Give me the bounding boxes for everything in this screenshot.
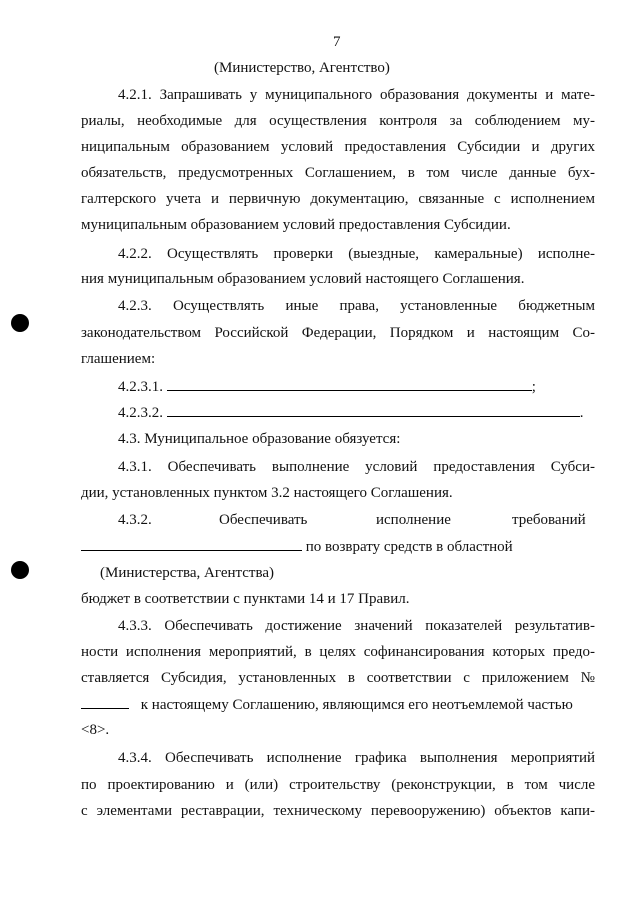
footnote-ref: <8>. <box>81 722 110 738</box>
paragraph-4-3-2-note: (Министерства, Агентства) <box>100 565 275 581</box>
blank-line <box>167 376 532 391</box>
paragraph-4-2-1-line: галтерского учета и первичную документацию, связанные с исполнением <box>81 191 595 207</box>
item-end-punct: ; <box>531 379 536 395</box>
paragraph-4-2-1-line: 4.2.1. Запрашивать у муниципального образования документы и мате- <box>118 87 595 103</box>
paragraph-4-3-1-line: дии, установленных пунктом 3.2 настоящего Соглашения. <box>81 485 453 501</box>
paragraph-4-3-4-line: 4.3.4. Обеспечивать исполнение графика выполнения мероприятий <box>118 750 595 766</box>
punch-hole-bottom <box>11 561 29 579</box>
item-4-2-3-2 <box>118 402 584 423</box>
blank-line <box>81 694 129 709</box>
header-note: (Министерство, Агентство) <box>214 60 390 76</box>
item-number: 4.2.3.1. <box>118 379 163 395</box>
line-text: по возврату средств в областной <box>305 539 513 555</box>
item-end-punct: . <box>579 405 584 421</box>
paragraph-4-3-4-line: с элементами реставрации, техническому перевооружению) объектов капи- <box>81 803 595 819</box>
paragraph-4-2-1-line: муниципальным образованием условий предоставления Субсидии. <box>81 217 511 233</box>
paragraph-4-3-2-word: Обеспечивать <box>219 512 308 528</box>
paragraph-4-3-3-line4 <box>81 694 595 715</box>
paragraph-4-2-3-line: глашением: <box>81 351 156 367</box>
paragraph-4-2-1-line: обязательств, предусмотренных Соглашением, в том числе данные бух- <box>81 165 595 181</box>
paragraph-4-2-2-line: ния муниципальным образованием условий настоящего Соглашения. <box>81 271 525 287</box>
paragraph-4-3-3-line: ности исполнения мероприятий, в целях софинансирования которых предо- <box>81 644 595 660</box>
paragraph-4-3-2-word: требований <box>512 512 586 528</box>
paragraph-4-2-3-line: 4.2.3. Осуществлять иные права, установленные бюджетным <box>118 298 595 314</box>
paragraph-4-3-3-line: ставляется Субсидия, установленных в соответствии с приложением № <box>81 670 595 686</box>
page-number: 7 <box>333 34 341 50</box>
paragraph-4-3-1-line: 4.3.1. Обеспечивать выполнение условий предоставления Субси- <box>118 459 595 475</box>
paragraph-4-2-3-line: законодательством Российской Федерации, Порядком и настоящим Со- <box>81 325 595 341</box>
paragraph-4-3-2-line3: бюджет в соответствии с пунктами 14 и 17 Правил. <box>81 591 410 607</box>
section-4-3-heading: 4.3. Муниципальное образование обязуется: <box>118 431 401 447</box>
blank-line <box>81 536 302 551</box>
item-number: 4.2.3.2. <box>118 405 163 421</box>
line-text: к настоящему Соглашению, являющимся его неотъемлемой частью <box>140 697 573 713</box>
paragraph-4-3-2-word: исполнение <box>376 512 451 528</box>
blank-line <box>167 402 580 417</box>
paragraph-4-2-1-line: риалы, необходимые для осуществления контроля за соблюдением му- <box>81 113 595 129</box>
punch-hole-top <box>11 314 29 332</box>
paragraph-4-3-2-line2 <box>81 536 513 557</box>
paragraph-4-2-2-line: 4.2.2. Осуществлять проверки (выездные, камеральные) исполне- <box>118 246 595 262</box>
paragraph-4-2-1-line: ниципальным образованием условий предоставления Субсидии и других <box>81 139 595 155</box>
paragraph-4-3-3-line: 4.3.3. Обеспечивать достижение значений показателей результатив- <box>118 618 595 634</box>
paragraph-4-3-2-number: 4.3.2. <box>118 512 152 528</box>
item-4-2-3-1 <box>118 376 536 397</box>
paragraph-4-3-4-line: по проектированию и (или) строительству (реконструкции, в том числе <box>81 777 595 793</box>
